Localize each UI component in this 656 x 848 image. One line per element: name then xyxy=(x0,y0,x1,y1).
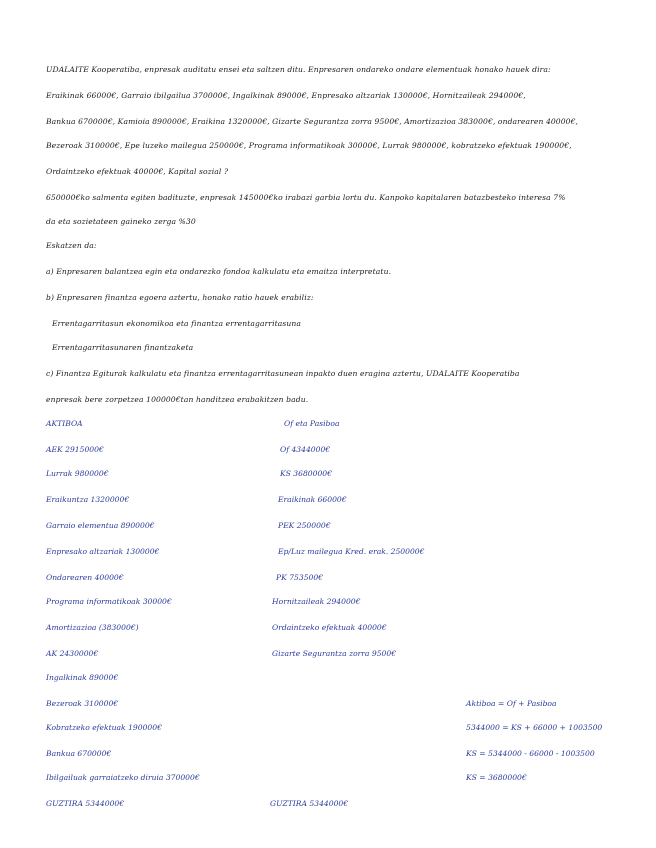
problem-line: Errentagarritasunaren finantzaketa xyxy=(52,343,194,352)
liability-line: Eraikinak 66000€ xyxy=(278,495,347,504)
asset-line: Amortizazioa (383000€) xyxy=(46,623,139,632)
problem-line: Ordaintzeko efektuak 40000€, Kapital sozial ? xyxy=(46,167,229,176)
asset-line: Lurrak 980000€ xyxy=(46,469,109,478)
problem-line: Eraikinak 66000€, Garraio ibilgailua 370000€, Ingalkinak 89000€, Enpresako altzariak 130000€, Hornitzaileak 294000€, xyxy=(46,91,526,100)
problem-line: Bezeroak 310000€, Epe luzeko mailegua 250000€, Programa informatikoak 30000€, Lurrak 980000€, kobratzeko efektuak 190000€, xyxy=(46,141,572,150)
problem-line: b) Enpresaren finantza egoera aztertu, honako ratio hauek erabiliz: xyxy=(46,293,314,302)
liability-line: PK 753500€ xyxy=(276,573,324,582)
asset-line: Garraio elementua 890000€ xyxy=(46,521,155,530)
problem-line: Eskatzen da: xyxy=(46,241,97,250)
asset-total: GUZTIRA 5344000€ xyxy=(46,799,125,808)
asset-line: AEK 2915000€ xyxy=(46,445,104,454)
equation-line: KS = 5344000 - 66000 - 1003500 xyxy=(466,749,595,758)
liability-line: Ordaintzeko efektuak 40000€ xyxy=(272,623,387,632)
asset-line: Ondarearen 40000€ xyxy=(46,573,124,582)
problem-line: Errentagarritasun ekonomikoa eta finantza errentagarritasuna xyxy=(52,319,301,328)
asset-line: Programa informatikoak 30000€ xyxy=(46,597,172,606)
liability-line: Ep/Luz mailegua Kred. erak. 250000€ xyxy=(278,547,425,556)
liability-line: Of 4344000€ xyxy=(280,445,331,454)
asset-line: Bankua 670000€ xyxy=(46,749,112,758)
liability-line: Gizarte Segurantza zorra 9500€ xyxy=(272,649,397,658)
problem-line: enpresak bere zorpetzea 100000€tan handitzea erabakitzen badu. xyxy=(46,395,309,404)
asset-line: Enpresako altzariak 130000€ xyxy=(46,547,160,556)
asset-line: Ibilgailuak garraiatzeko diruia 370000€ xyxy=(46,773,200,782)
problem-line: Bankua 670000€, Kamioia 890000€, Eraikina 1320000€, Gizarte Segurantza zorra 9500€, Amortizazioa 383000€, ondarearen 40000€, xyxy=(46,117,579,126)
asset-heading: AKTIBOA xyxy=(46,419,83,428)
problem-line: a) Enpresaren balantzea egin eta ondarezko fondoa kalkulatu eta emaitza interpretatu. xyxy=(46,267,392,276)
equation-line: Aktiboa = Of + Pasiboa xyxy=(466,699,557,708)
liability-line: Hornitzaileak 294000€ xyxy=(272,597,361,606)
asset-line: Bezeroak 310000€ xyxy=(46,699,119,708)
liability-heading: Of eta Pasiboa xyxy=(284,419,340,428)
problem-line: da eta sozietateen gaineko zerga %30 xyxy=(46,217,196,226)
liability-total: GUZTIRA 5344000€ xyxy=(270,799,349,808)
asset-line: Eraikuntza 1320000€ xyxy=(46,495,130,504)
problem-line: UDALAITE Kooperatiba, enpresak auditatu ensei eta saltzen ditu. Enpresaren ondareko ondare elementuak honako hauek dira: xyxy=(46,65,551,74)
liability-line: PEK 250000€ xyxy=(278,521,331,530)
liability-line: KS 3680000€ xyxy=(280,469,332,478)
problem-line: 650000€ko salmenta egiten badituzte, enpresak 145000€ko irabazi garbia lortu du. Kanpoko kapitalaren batazbesteko interesa 7% xyxy=(46,193,566,202)
equation-line: KS = 3680000€ xyxy=(466,773,527,782)
asset-line: Kobratzeko efektuak 190000€ xyxy=(46,723,162,732)
asset-line: AK 2430000€ xyxy=(46,649,99,658)
equation-line: 5344000 = KS + 66000 + 1003500 xyxy=(466,723,603,732)
problem-line: c) Finantza Egiturak kalkulatu eta finantza errentagarritasunean inpakto duen eragina aztertu, UDALAITE Kooperatiba xyxy=(46,369,520,378)
asset-line: Ingalkinak 89000€ xyxy=(46,673,119,682)
